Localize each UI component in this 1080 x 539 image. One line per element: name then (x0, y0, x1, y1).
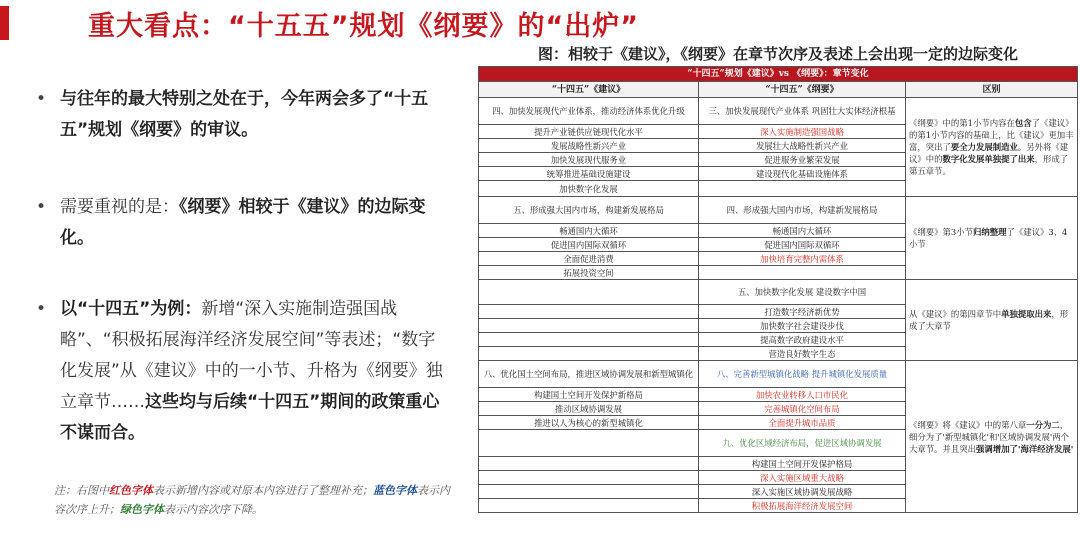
section-1-left-title: 四、加快发展现代产业体系，推动经济体系优化升级 (479, 98, 699, 125)
table-row (479, 197, 1078, 224)
section-1-note: 《纲要》中的第1小节内容在包含了《建议》的第1小节内容的基础上，比《建议》更加丰富，突出了要全力发展制造业。另外将《建议》中的数字化发展单独提了出来，形成了第五章节。 (906, 98, 1078, 197)
footnote-text: 表示内容次序下降。 (164, 503, 263, 516)
table-cell-empty (479, 347, 699, 361)
bullet-3-bold-lead: 以“十四五”为例： (60, 299, 202, 319)
page-title: 重大看点：“十五五”规划《纲要》的“出炉” (88, 11, 639, 42)
bullet-2-bold: 《纲要》相较于《建议》的边际变化。 (60, 197, 426, 248)
table-cell: 构建国土空间开发保护新格局 (479, 388, 699, 402)
table-cell-empty (479, 499, 699, 513)
table-cell-empty (479, 471, 699, 485)
table-cell: 加快农业转移人口市民化 (699, 388, 906, 402)
section-3-note: 从《建议》的第四章节中单独提取出来，形成了大章节 (906, 280, 1078, 361)
table-cell: 营造良好数字生态 (699, 347, 906, 361)
table-cell-empty (479, 319, 699, 333)
table-cell: 统筹推进基础设施建设 (479, 167, 699, 181)
table-cell: 打造数字经济新优势 (699, 305, 906, 319)
footnote-text: 表示内容次序上升； (54, 484, 450, 516)
section-4-right-title: 八、完善新型城镇化战略 提升城镇化发展质量 (699, 361, 906, 388)
bullet-item-1 (36, 84, 446, 146)
table-title-row (479, 67, 1078, 82)
section-1-right-title: 三、加快发展现代产业体系 巩固壮大实体经济根基 (699, 98, 906, 125)
table-cell-empty (479, 280, 699, 305)
table-cell: 畅通国内大循环 (479, 224, 699, 238)
table-cell: 深入实施制造强国战略 (699, 125, 906, 139)
bullet-3-plain: 新增“深入实施制造强国战略”、“积极拓展海洋经济发展空间”等表述；“数字化发展”从《建议》中的一小节、升格为《纲要》独立章节…… (60, 299, 443, 412)
footnote-text: 表示新增内容或对原本内容进行了整理补充； (153, 484, 373, 497)
table-cell: 全面提升城市品质 (699, 416, 906, 430)
table-cell: 推动区域协调发展 (479, 402, 699, 416)
title-accent-bar (0, 6, 9, 40)
comparison-table (478, 66, 1078, 513)
bullet-item-2 (36, 192, 446, 254)
table-cell: 构建国土空间开发保护格局 (699, 457, 906, 471)
table-cell: 全面促进消费 (479, 252, 699, 266)
table-cell-empty (479, 430, 699, 457)
section-2-right-title: 四、形成强大国内市场，构建新发展格局 (699, 197, 906, 224)
table-cell: 加快数字社会建设步伐 (699, 319, 906, 333)
table-cell: 深入实施区域协调发展战略 (699, 485, 906, 499)
table-cell: 提升产业链供应链现代化水平 (479, 125, 699, 139)
table-cell: 深入实施区域重大战略 (699, 471, 906, 485)
bullet-dot-icon: • (36, 89, 47, 109)
table-cell-empty (479, 485, 699, 499)
table-title: “十四五”规划《建议》vs 《纲要》：章节变化 (479, 67, 1078, 82)
section-2-note: 《纲要》第3小节归纳整理了《建议》3、4小节 (906, 197, 1078, 280)
bullet-list (36, 84, 446, 449)
bullet-item-3 (36, 294, 446, 449)
section-2-left-title: 五、形成强大国内市场，构建新发展格局 (479, 197, 699, 224)
table-cell: 积极拓展海洋经济发展空间 (699, 499, 906, 513)
table-cell: 发展壮大战略性新兴产业 (699, 139, 906, 153)
table-header-row (479, 82, 1078, 98)
table-row (479, 98, 1078, 125)
header-difference: 区别 (906, 82, 1078, 98)
bullet-2-plain: 需要重视的是： (60, 197, 179, 217)
section-4-right-title-2: 九、优化区域经济布局，促进区域协调发展 (699, 430, 906, 457)
table-row (479, 280, 1078, 305)
bullet-dot-icon: • (36, 197, 47, 217)
table-cell: 加快培育完整内需体系 (699, 252, 906, 266)
table-cell: 加快数字化发展 (479, 181, 699, 197)
table-cell: 促进国内国际双循环 (479, 238, 699, 252)
table-cell: 完善城镇化空间布局 (699, 402, 906, 416)
table-cell (699, 181, 906, 197)
table-cell: 促进国内国际双循环 (699, 238, 906, 252)
table-cell-empty (479, 457, 699, 471)
bullet-1-text: 与往年的最大特别之处在于，今年两会多了“十五五”规划《纲要》的审议。 (60, 89, 429, 140)
table-cell (699, 266, 906, 280)
table-cell: 提高数字政府建设水平 (699, 333, 906, 347)
footnote-blue-legend: 蓝色字体 (373, 484, 417, 497)
table-cell-empty (479, 305, 699, 319)
header-jianyi: “十四五”《建议》 (479, 82, 699, 98)
footnote (54, 481, 454, 519)
bullet-3-bold-tail: 这些均与后续“十四五”期间的政策重心不谋而合。 (60, 392, 440, 443)
footnote-red-legend: 红色字体 (109, 484, 153, 497)
table-cell-empty (479, 333, 699, 347)
header-gangyao: “十四五”《纲要》 (699, 82, 906, 98)
section-3-right-title: 五、加快数字化发展 建设数字中国 (699, 280, 906, 305)
figure-caption: 图：相较于《建议》，《纲要》在章节次序及表述上会出现一定的边际变化 (538, 45, 1019, 63)
table-cell: 促进服务业繁荣发展 (699, 153, 906, 167)
section-4-left-title: 八、优化国土空间布局，推进区域协调发展和新型城镇化 (479, 361, 699, 388)
footnote-text: 注：右图中 (54, 484, 109, 497)
table-cell: 加快发展现代服务业 (479, 153, 699, 167)
table-row (479, 361, 1078, 388)
section-4-note: 《纲要》将《建议》中的第八章一分为二，细分为了'新型城镇化'和'区域协调发展'两个大章节。并且突出强调增加了'海洋经济发展' (906, 361, 1078, 513)
footnote-green-legend: 绿色字体 (120, 503, 164, 516)
table-cell: 推进以人为核心的新型城镇化 (479, 416, 699, 430)
bullet-dot-icon: • (36, 299, 47, 319)
table-cell: 发展战略性新兴产业 (479, 139, 699, 153)
table-cell: 畅通国内大循环 (699, 224, 906, 238)
table-cell: 建设现代化基础设施体系 (699, 167, 906, 181)
table-cell: 拓展投资空间 (479, 266, 699, 280)
